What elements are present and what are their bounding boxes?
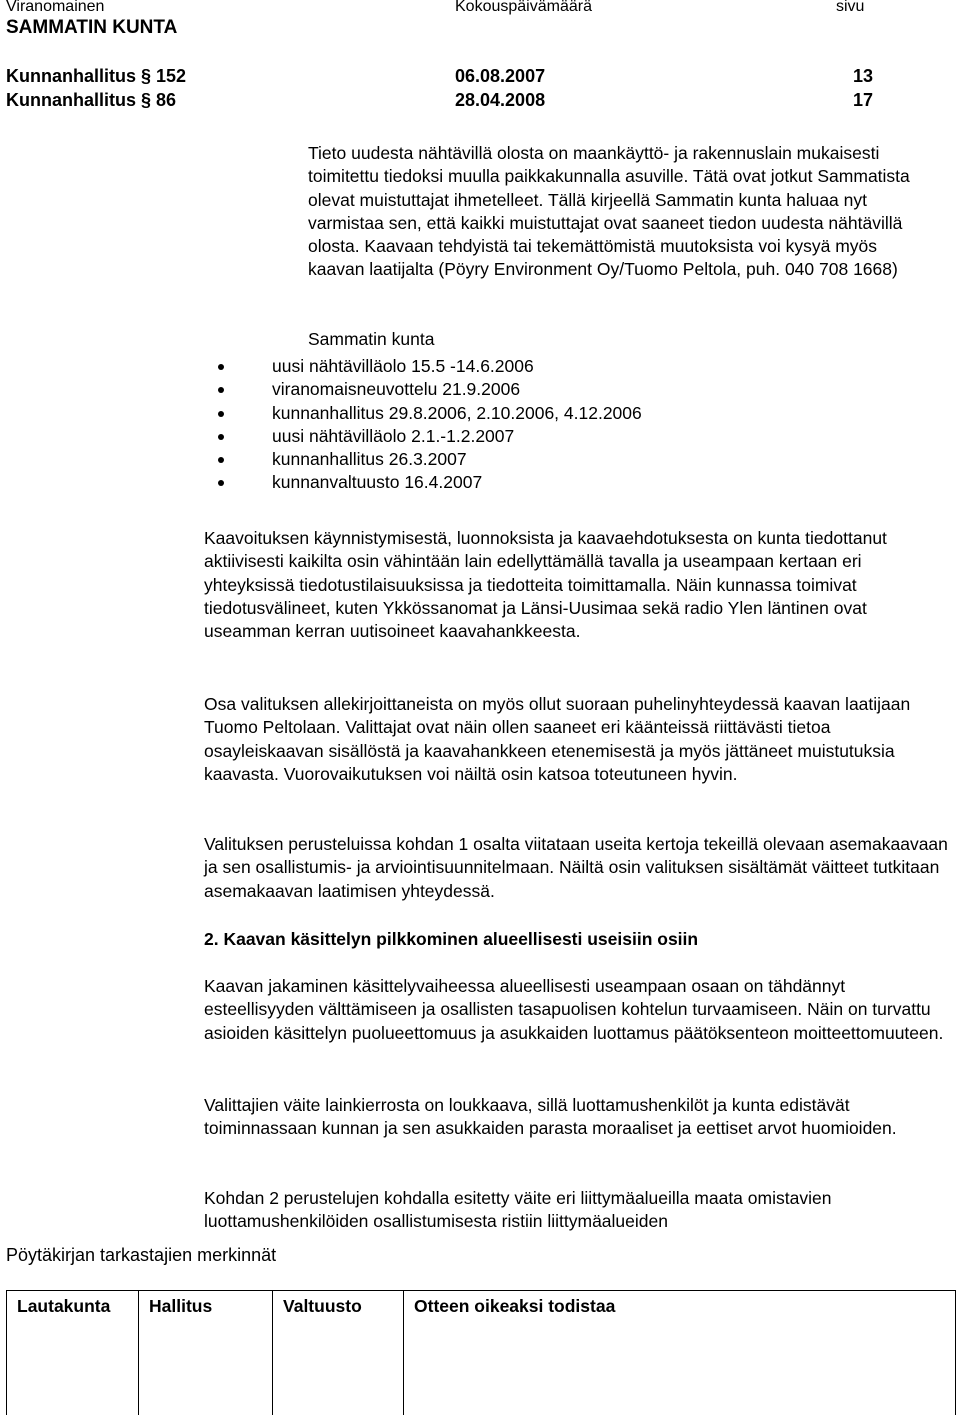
section-paragraph-1: Kaavan jakaminen käsittelyvaiheessa alueellisesti useampaan osaan on tähdännyt esteellisyyden välttämiseen ja osallisten tasapuolisen kohtelun turvaamiseen. Näin on turvattu asioiden käsittelyn puolueettomuus ja asukkaiden luottamus päätöksenteon moitteettomuuteen.	[204, 976, 944, 1043]
section-paragraph-3: Kohdan 2 perustelujen kohdalla esitetty väite eri liittymäalueilla maata omistavien luottamushenkilöiden osallistumisesta ristiin liittymäalueiden	[204, 1188, 832, 1232]
list-item: kunnanvaltuusto 16.4.2007	[206, 471, 642, 494]
inspector-notes-label: Pöytäkirjan tarkastajien merkinnät	[6, 1245, 277, 1265]
organization-name: SAMMATIN KUNTA	[6, 17, 178, 38]
body-paragraph-2: Osa valituksen allekirjoittaneista on myös ollut suoraan puhelinyhteydessä kaavan laatijaan Tuomo Peltolaan. Valittajat ovat näin ollen saaneet eri käänteissä riittävästi tietoa osayleiskaavan sisällöstä ja kaavahankkeen etenemisestä ja myös jättäneet muistutuksia kaavasta. Vuorovaikutuksen voi näiltä osin katsoa toteutuneen hyvin.	[204, 694, 911, 784]
list-item: kunnanhallitus 29.8.2006, 2.10.2006, 4.12.2006	[206, 402, 642, 425]
section-heading: 2. Kaavan käsittelyn pilkkominen alueellisesti useisiin osiin	[204, 929, 699, 949]
body-paragraph-3: Valituksen perusteluissa kohdan 1 osalta viitataan useita kertoja tekeillä olevaan asemakaavaan ja sen osallistumis- ja arviointisuunnitelmaan. Näiltä osin valituksen sisältämät väitteet tutkitaan asemakaavan laatimisen yhteydessä.	[204, 834, 948, 901]
footer-cell-government: Hallitus	[139, 1291, 273, 1415]
list-item: uusi nähtävilläolo 2.1.-1.2.2007	[206, 425, 642, 448]
notice-paragraph: Tieto uudesta nähtävillä olosta on maankäyttö- ja rakennuslain mukaisesti toimitettu tiedoksi muulla paikkakunnalla asuville. Tätä ovat jotkut Sammatista olevat muistuttajat ihmetelleet. Tällä kirjeellä Sammatin kunta haluaa nyt varmistaa sen, että kaikki muistuttajat ovat saaneet tiedon uudesta nähtävillä olosta. Kaavaan tehdyistä tai tekemättömistä muutoksista voi kysyä myös kaavan laatijalta (Pöyry Environment Oy/Tuomo Peltola, puh. 040 708 1668)	[308, 143, 910, 280]
bullet-icon	[218, 364, 224, 370]
footer-signature-table	[6, 1290, 956, 1415]
bullet-icon	[218, 480, 224, 486]
body-paragraph-1: Kaavoituksen käynnistymisestä, luonnoksista ja kaavaehdotuksesta on kunta tiedottanut aktiivisesti kaikilta osin vähintään lain edellyttämällä tavalla ja useampaan kertaan eri yhteyksissä tiedotustilaisuuksissa ja tiedotteita toimittamalla. Näin kunnassa toimivat tiedotusvälineet, kuten Ykkössanomat ja Länsi-Uusimaa sekä radio Ylen läntinen ovat useamman kerran uutisoineet kaavahankkeesta.	[204, 528, 887, 642]
bullet-icon	[218, 411, 224, 417]
meeting-date-1: 06.08.2007	[455, 66, 546, 86]
footer-cell-council: Valtuusto	[273, 1291, 404, 1415]
bullet-icon	[218, 434, 224, 440]
signature-line: Sammatin kunta	[308, 329, 435, 349]
list-item: uusi nähtävilläolo 15.5 -14.6.2006	[206, 355, 642, 378]
list-item: viranomaisneuvottelu 21.9.2006	[206, 378, 642, 401]
meeting-page-1: 13	[853, 66, 874, 86]
section-paragraph-2: Valittajien väite lainkierrosta on loukkaava, sillä luottamushenkilöt ja kunta edistävät toiminnassaan kunnan ja sen asukkaiden parasta moraaliset ja eettiset arvot huomioiden.	[204, 1095, 897, 1139]
meeting-page-2: 17	[853, 90, 874, 110]
list-item: kunnanhallitus 26.3.2007	[206, 448, 642, 471]
meeting-date-2: 28.04.2008	[455, 90, 546, 110]
footer-cell-certified: Otteen oikeaksi todistaa	[414, 1296, 616, 1316]
header-meeting-date-label: Kokouspäivämäärä	[455, 0, 592, 15]
footer-cell-board: Lautakunta	[7, 1291, 139, 1415]
header-authority-label: Viranomainen	[6, 0, 105, 15]
meeting-body-2: Kunnanhallitus § 86	[6, 90, 177, 110]
meeting-body-1: Kunnanhallitus § 152	[6, 66, 187, 86]
bullet-icon	[218, 457, 224, 463]
header-page-label: sivu	[836, 0, 865, 15]
process-timeline-list	[206, 355, 642, 495]
bullet-icon	[218, 387, 224, 393]
